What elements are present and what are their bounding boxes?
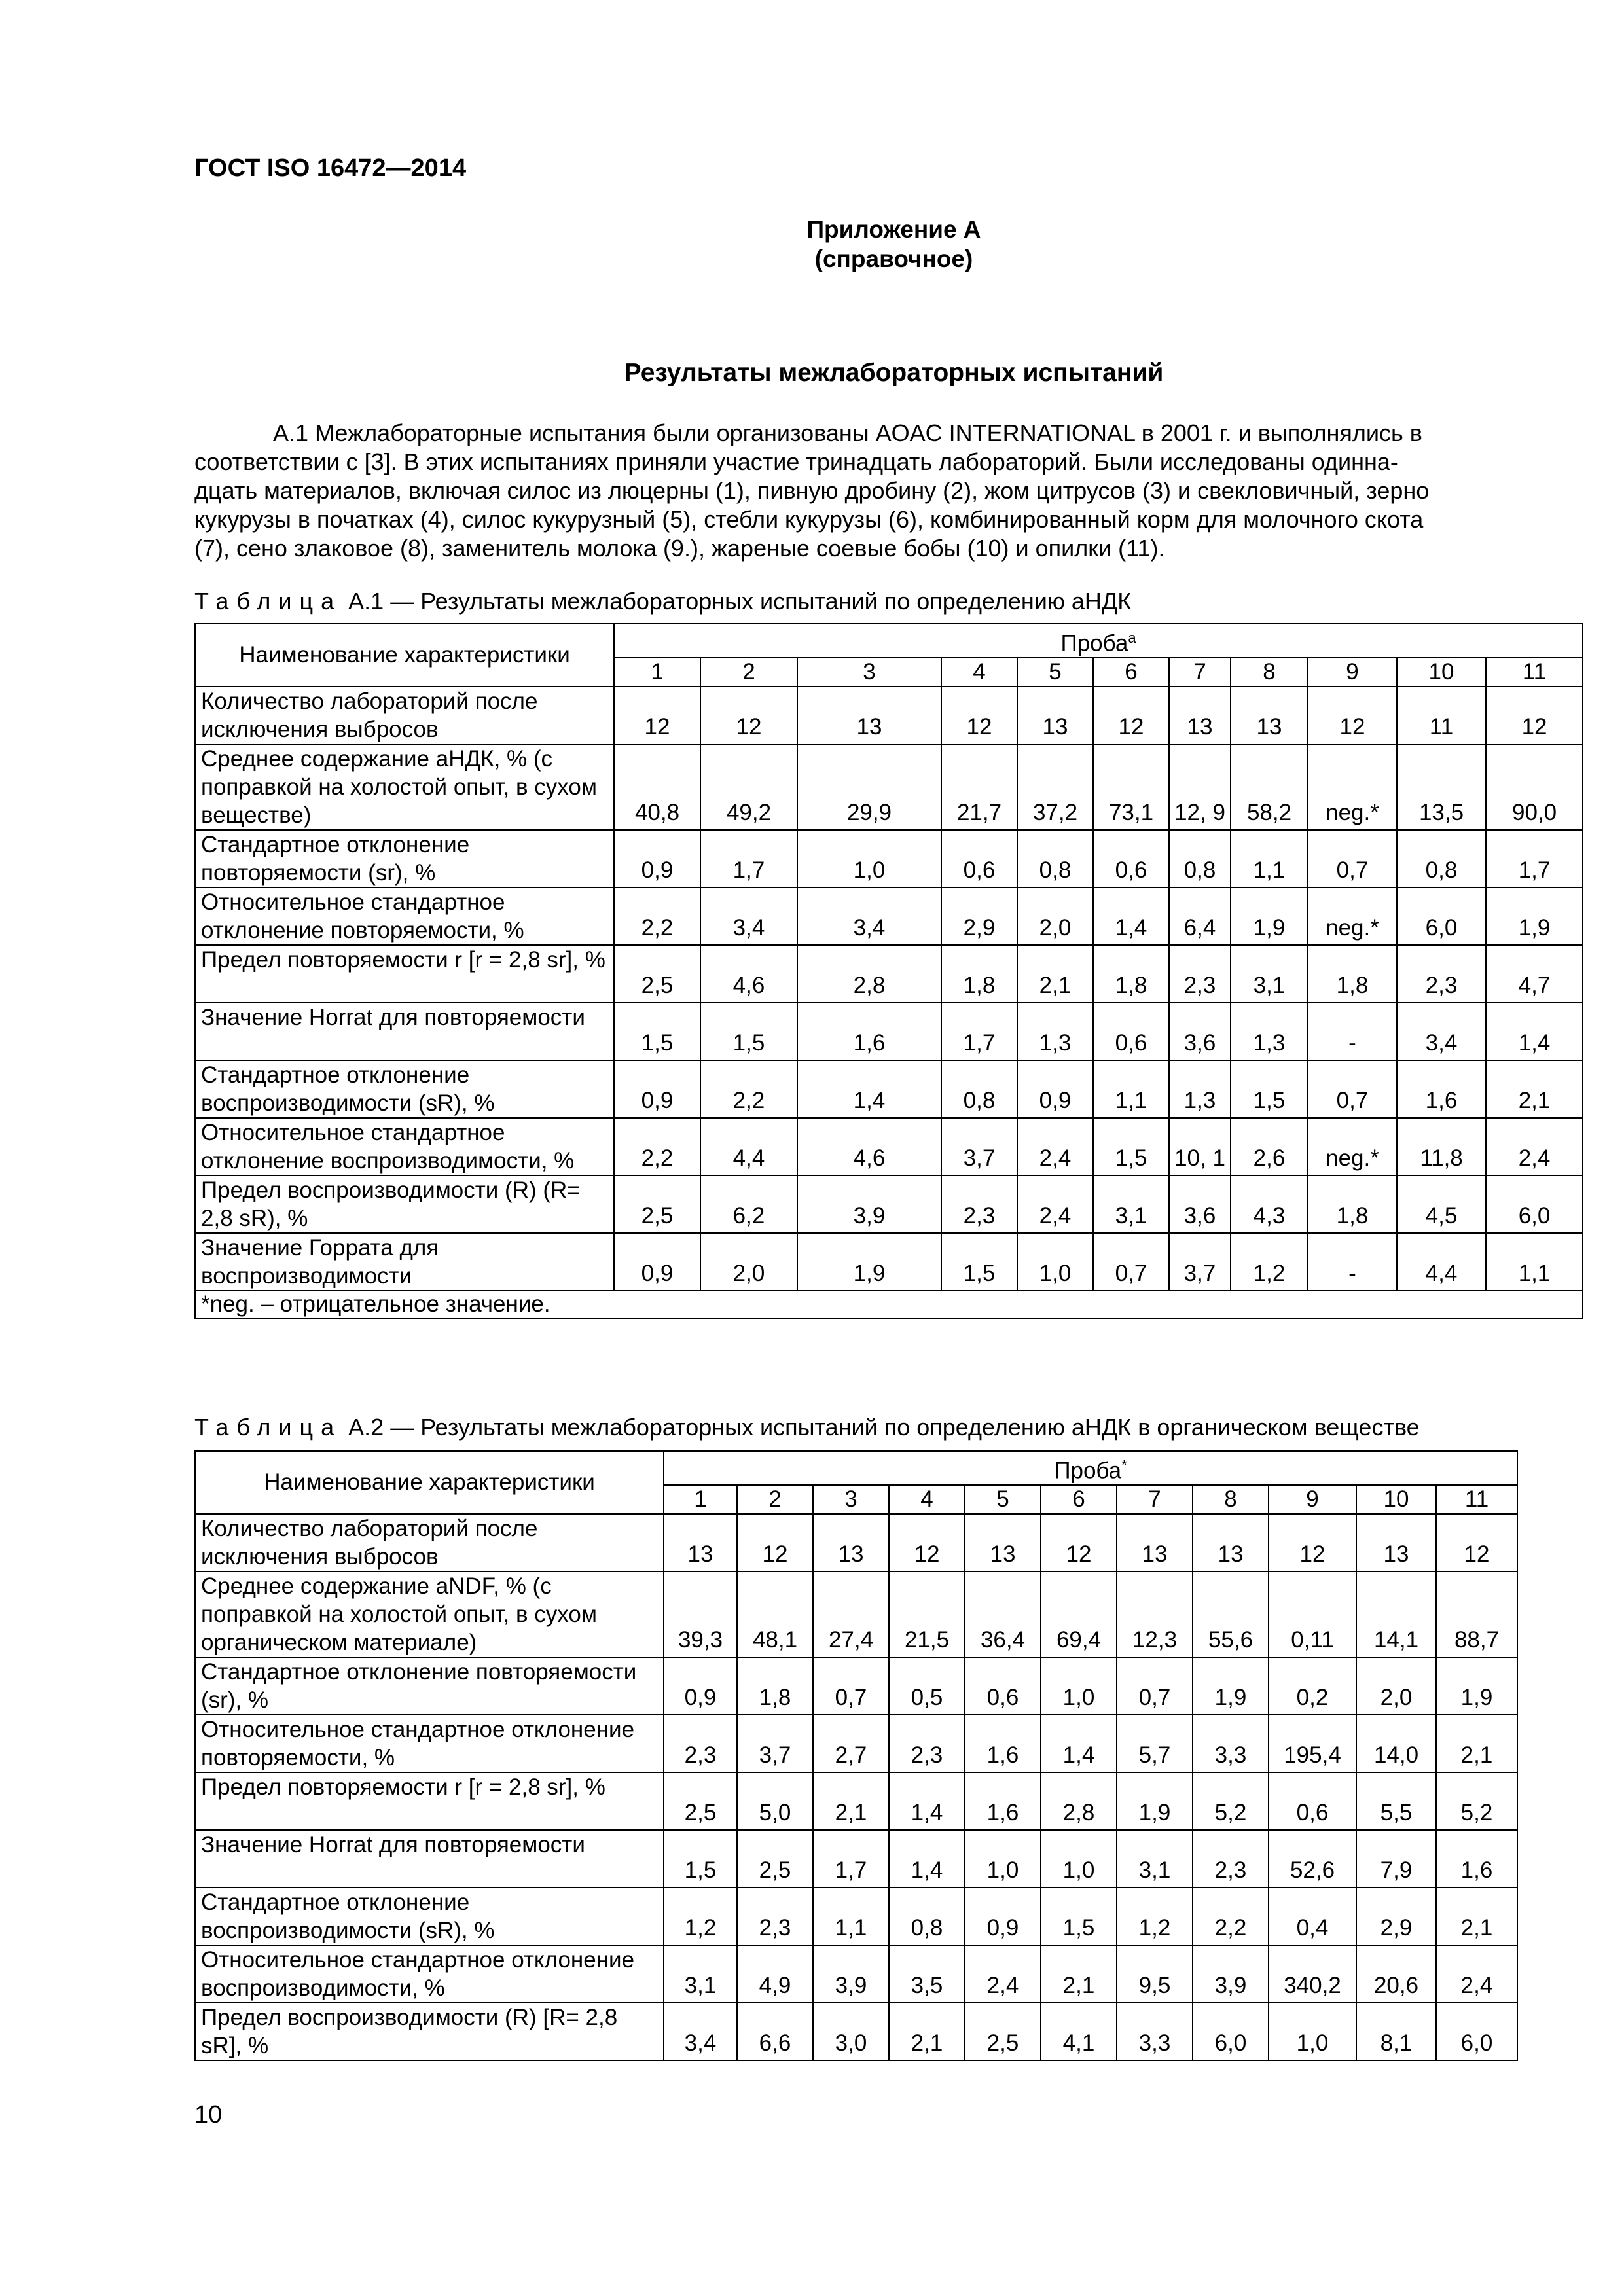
table-footnote: *neg. – отрицательное значение. <box>195 1291 1583 1318</box>
table-cell: 12 <box>1436 1514 1517 1571</box>
table-cell: 1,9 <box>797 1233 941 1291</box>
table-cell: 0,7 <box>1308 1060 1397 1118</box>
table-cell: 2,2 <box>614 888 700 945</box>
sample-column-header: 4 <box>889 1485 965 1514</box>
sample-column-header: 4 <box>941 658 1017 687</box>
sample-column-header: 7 <box>1117 1485 1193 1514</box>
table-row <box>195 1715 1517 1772</box>
table-cell: 3,7 <box>1169 1233 1231 1291</box>
table-cell: 48,1 <box>737 1571 813 1657</box>
table-cell: 4,3 <box>1231 1175 1308 1233</box>
table-row <box>195 1175 1583 1233</box>
table-cell: 2,2 <box>614 1118 700 1175</box>
table-cell: 4,4 <box>1397 1233 1486 1291</box>
table-cell: 7,9 <box>1356 1830 1436 1888</box>
table-cell: 21,5 <box>889 1571 965 1657</box>
table-cell: 0,6 <box>965 1657 1041 1715</box>
appendix-type: (справочное) <box>814 245 973 272</box>
table-cell: 49,2 <box>700 744 797 830</box>
table-cell: 12 <box>737 1514 813 1571</box>
table-cell: 0,8 <box>1169 830 1231 888</box>
table-cell: 1,6 <box>965 1772 1041 1830</box>
table-cell: 1,0 <box>1041 1830 1117 1888</box>
caption-text: А.2 — Результаты межлабораторных испытаний по определению аНДК в органическом веществе <box>342 1414 1420 1441</box>
sample-column-header: 8 <box>1231 658 1308 687</box>
table-cell: 3,1 <box>1093 1175 1169 1233</box>
table-cell: 1,7 <box>700 830 797 888</box>
table-cell: 4,5 <box>1397 1175 1486 1233</box>
table-cell: 5,5 <box>1356 1772 1436 1830</box>
table-cell: 1,8 <box>1308 945 1397 1003</box>
table-cell: 1,7 <box>1486 830 1583 888</box>
table-cell: 195,4 <box>1269 1715 1356 1772</box>
table-cell: 0,9 <box>1017 1060 1093 1118</box>
sample-column-header: 8 <box>1193 1485 1269 1514</box>
table-cell: 3,3 <box>1117 2003 1193 2060</box>
table-cell: 88,7 <box>1436 1571 1517 1657</box>
table-cell: 4,6 <box>797 1118 941 1175</box>
caption-prefix: Таблица <box>194 588 342 615</box>
table-cell: 3,4 <box>1397 1003 1486 1060</box>
table-cell: 6,6 <box>737 2003 813 2060</box>
table-cell: 13 <box>965 1514 1041 1571</box>
row-label: Относительное стандартное отклонение повторяемости, % <box>195 1715 664 1772</box>
row-label: Относительное стандартное отклонение повторяемости, % <box>195 888 614 945</box>
table-cell: 52,6 <box>1269 1830 1356 1888</box>
table-cell: 1,5 <box>1041 1888 1117 1945</box>
table-cell: 90,0 <box>1486 744 1583 830</box>
sample-column-header: 7 <box>1169 658 1231 687</box>
table-cell: 12, 9 <box>1169 744 1231 830</box>
table-cell: 6,4 <box>1169 888 1231 945</box>
table-cell: 9,5 <box>1117 1945 1193 2003</box>
table2 <box>194 1450 1518 2061</box>
table-cell: 21,7 <box>941 744 1017 830</box>
table2-caption <box>194 1414 1420 1441</box>
table-row <box>195 1945 1517 2003</box>
row-label: Количество лабораторий после исключения выбросов <box>195 687 614 744</box>
table-row <box>195 1830 1517 1888</box>
table-cell: 3,5 <box>889 1945 965 2003</box>
table-cell: 0,8 <box>1017 830 1093 888</box>
paragraph-line: (7), сено злаковое (8), заменитель молока (9.), жареные соевые бобы (10) и опилки (11). <box>194 535 1165 562</box>
table-cell: 0,7 <box>1117 1657 1193 1715</box>
table-cell: 2,1 <box>1486 1060 1583 1118</box>
table-cell: 5,0 <box>737 1772 813 1830</box>
table-cell: 5,7 <box>1117 1715 1193 1772</box>
table-cell: 1,5 <box>664 1830 737 1888</box>
sample-column-header: 6 <box>1093 658 1169 687</box>
table-cell: 0,9 <box>965 1888 1041 1945</box>
table-cell: 1,5 <box>700 1003 797 1060</box>
table-cell: 13 <box>797 687 941 744</box>
row-label: Стандартное отклонение повторяемости (sr), % <box>195 1657 664 1715</box>
table-cell: 6,0 <box>1486 1175 1583 1233</box>
table-cell: 12 <box>941 687 1017 744</box>
table-cell: 2,5 <box>664 1772 737 1830</box>
table-cell: 2,3 <box>1193 1830 1269 1888</box>
table-cell: 2,5 <box>737 1830 813 1888</box>
table-cell: 1,3 <box>1169 1060 1231 1118</box>
table-cell: 2,3 <box>1169 945 1231 1003</box>
table-cell: 1,9 <box>1117 1772 1193 1830</box>
table-cell: 1,8 <box>1093 945 1169 1003</box>
table-cell: 5,2 <box>1193 1772 1269 1830</box>
table-cell: 3,3 <box>1193 1715 1269 1772</box>
table-row <box>195 888 1583 945</box>
row-label: Стандартное отклонение воспроизводимости (sR), % <box>195 1060 614 1118</box>
page-number: 10 <box>194 2101 223 2128</box>
table-cell: 1,1 <box>1231 830 1308 888</box>
table-row <box>195 1233 1583 1291</box>
table-cell: 3,1 <box>1117 1830 1193 1888</box>
row-label: Предел повторяемости r [r = 2,8 sr], % <box>195 945 614 1003</box>
section-title: Результаты межлабораторных испытаний <box>624 359 1164 387</box>
row-label: Значение Horrat для повторяемости <box>195 1003 614 1060</box>
table-cell: 2,4 <box>965 1945 1041 2003</box>
table-cell: 1,1 <box>813 1888 889 1945</box>
table-cell: 3,4 <box>797 888 941 945</box>
table-row <box>195 1657 1517 1715</box>
table-cell: 13,5 <box>1397 744 1486 830</box>
table1-caption <box>194 588 1131 615</box>
table-cell: 69,4 <box>1041 1571 1117 1657</box>
table-cell: 3,1 <box>1231 945 1308 1003</box>
table-cell: 13 <box>1193 1514 1269 1571</box>
table-cell: 1,7 <box>813 1830 889 1888</box>
table-cell: 1,9 <box>1193 1657 1269 1715</box>
table-cell: 12 <box>1308 687 1397 744</box>
table-cell: 1,5 <box>1093 1118 1169 1175</box>
sample-column-header: 6 <box>1041 1485 1117 1514</box>
table-cell: 5,2 <box>1436 1772 1517 1830</box>
table-cell: 1,4 <box>1041 1715 1117 1772</box>
table-cell: 12 <box>1041 1514 1117 1571</box>
sample-column-header: 2 <box>700 658 797 687</box>
table-cell: 13 <box>664 1514 737 1571</box>
table-cell: 2,8 <box>1041 1772 1117 1830</box>
table-cell: 6,0 <box>1397 888 1486 945</box>
sample-column-header: 1 <box>664 1485 737 1514</box>
table-cell: 1,2 <box>1117 1888 1193 1945</box>
table-cell: 3,6 <box>1169 1003 1231 1060</box>
table-cell: 1,2 <box>1231 1233 1308 1291</box>
table-cell: 2,3 <box>941 1175 1017 1233</box>
sample-column-header: 9 <box>1269 1485 1356 1514</box>
sample-column-header: 10 <box>1397 658 1486 687</box>
table-cell: 27,4 <box>813 1571 889 1657</box>
caption-prefix: Таблица <box>194 1414 342 1441</box>
appendix-label: Приложение А <box>806 216 981 243</box>
table-cell: 2,3 <box>889 1715 965 1772</box>
table-cell: 2,2 <box>1193 1888 1269 1945</box>
table-cell: 3,1 <box>664 1945 737 2003</box>
table-cell: 4,7 <box>1486 945 1583 1003</box>
table-cell: 2,7 <box>813 1715 889 1772</box>
table-cell: 2,4 <box>1486 1118 1583 1175</box>
table-cell: 1,8 <box>1308 1175 1397 1233</box>
table-cell: 2,0 <box>1356 1657 1436 1715</box>
table-cell: 11,8 <box>1397 1118 1486 1175</box>
sample-column-header: 5 <box>965 1485 1041 1514</box>
table-cell: 13 <box>1117 1514 1193 1571</box>
table-cell: 2,8 <box>797 945 941 1003</box>
row-label: Значение Horrat для повторяемости <box>195 1830 664 1888</box>
paragraph-line: А.1 Межлабораторные испытания были организованы AOAC INTERNATIONAL в 2001 г. и выполнялись в <box>273 420 1422 446</box>
table-cell: 12 <box>614 687 700 744</box>
table-row <box>195 1888 1517 1945</box>
table-cell: 1,4 <box>1486 1003 1583 1060</box>
table-cell: 0,6 <box>941 830 1017 888</box>
table-cell: 1,6 <box>1436 1830 1517 1888</box>
row-label: Стандартное отклонение воспроизводимости (sR), % <box>195 1888 664 1945</box>
table-cell: 2,1 <box>1436 1888 1517 1945</box>
table-cell: 0,9 <box>614 1060 700 1118</box>
row-label: Среднее содержание aNDF, % (с поправкой на холостой опыт, в сухом органическом материале) <box>195 1571 664 1657</box>
table-cell: 0,8 <box>941 1060 1017 1118</box>
table-cell: 4,1 <box>1041 2003 1117 2060</box>
table-cell: 1,1 <box>1093 1060 1169 1118</box>
table-cell: 29,9 <box>797 744 941 830</box>
table-cell: 1,0 <box>1269 2003 1356 2060</box>
table2-name-header: Наименование характеристики <box>195 1451 664 1514</box>
table-cell: 12 <box>889 1514 965 1571</box>
sample-column-header: 5 <box>1017 658 1093 687</box>
table-row <box>195 1514 1517 1571</box>
table-cell: 39,3 <box>664 1571 737 1657</box>
table-cell: 1,0 <box>1017 1233 1093 1291</box>
table-cell: 3,9 <box>797 1175 941 1233</box>
row-label: Стандартное отклонение повторяемости (sr), % <box>195 830 614 888</box>
table-cell: 0,9 <box>614 830 700 888</box>
table-row <box>195 1060 1583 1118</box>
table-row <box>195 1772 1517 1830</box>
table-cell: 1,2 <box>664 1888 737 1945</box>
table-row <box>195 744 1583 830</box>
table-cell: 2,5 <box>965 2003 1041 2060</box>
table-cell: 2,1 <box>813 1772 889 1830</box>
table-cell: 4,9 <box>737 1945 813 2003</box>
table-cell: 1,3 <box>1231 1003 1308 1060</box>
table-cell: 6,0 <box>1193 2003 1269 2060</box>
table-cell: 14,1 <box>1356 1571 1436 1657</box>
row-label: Предел воспроизводимости (R) (R= 2,8 sR), % <box>195 1175 614 1233</box>
sample-column-header: 11 <box>1486 658 1583 687</box>
table-cell: 2,4 <box>1017 1175 1093 1233</box>
table-cell: 2,5 <box>614 945 700 1003</box>
table-cell: 12 <box>1269 1514 1356 1571</box>
table-cell: 1,6 <box>797 1003 941 1060</box>
table-cell: 55,6 <box>1193 1571 1269 1657</box>
row-label: Относительное стандартное отклонение воспроизводимости, % <box>195 1945 664 2003</box>
table-cell: 1,4 <box>889 1772 965 1830</box>
table-cell: 13 <box>1356 1514 1436 1571</box>
table-row <box>195 2003 1517 2060</box>
table-cell: 1,5 <box>1231 1060 1308 1118</box>
table-row <box>195 1003 1583 1060</box>
table1-name-header: Наименование характеристики <box>195 624 614 687</box>
table-cell: 4,6 <box>700 945 797 1003</box>
table-cell: 0,6 <box>1269 1772 1356 1830</box>
table-cell: 0,4 <box>1269 1888 1356 1945</box>
table-row <box>195 945 1583 1003</box>
table-cell: 2,3 <box>1397 945 1486 1003</box>
table-cell: 1,6 <box>1397 1060 1486 1118</box>
row-label: Среднее содержание аНДК, % (с поправкой на холостой опыт, в сухом веществе) <box>195 744 614 830</box>
table-cell: 2,1 <box>1017 945 1093 1003</box>
document-id: ГОСТ ISO 16472—2014 <box>194 154 467 182</box>
table-cell: 3,4 <box>664 2003 737 2060</box>
table-cell: 1,7 <box>941 1003 1017 1060</box>
table-cell: 3,7 <box>941 1118 1017 1175</box>
table-cell: neg.* <box>1308 1118 1397 1175</box>
sample-column-header: 9 <box>1308 658 1397 687</box>
table-cell: 2,3 <box>737 1888 813 1945</box>
caption-text: А.1 — Результаты межлабораторных испытаний по определению аНДК <box>342 588 1132 615</box>
table-cell: 4,4 <box>700 1118 797 1175</box>
table-cell: 1,4 <box>889 1830 965 1888</box>
table-cell: 1,0 <box>965 1830 1041 1888</box>
paragraph-line: кукурузы в початках (4), силос кукурузный (5), стебли кукурузы (6), комбинированный корм для молочного скота <box>194 506 1424 533</box>
table-cell: 12 <box>1486 687 1583 744</box>
paragraph-line: дцать материалов, включая силос из люцерны (1), пивную дробину (2), жом цитрусов (3) и свекловичный, зерно <box>194 477 1430 504</box>
table-cell: 13 <box>1169 687 1231 744</box>
table-cell: 1,8 <box>941 945 1017 1003</box>
table-cell: 58,2 <box>1231 744 1308 830</box>
table-cell: 0,2 <box>1269 1657 1356 1715</box>
table-cell: neg.* <box>1308 888 1397 945</box>
table-cell: 14,0 <box>1356 1715 1436 1772</box>
table-cell: 340,2 <box>1269 1945 1356 2003</box>
table1 <box>194 623 1583 1319</box>
table-row <box>195 1118 1583 1175</box>
table-cell: 2,1 <box>889 2003 965 2060</box>
row-label: Значение Горрата для воспроизводимости <box>195 1233 614 1291</box>
table-cell: 0,9 <box>664 1657 737 1715</box>
table-cell: 10, 1 <box>1169 1118 1231 1175</box>
sample-column-header: 10 <box>1356 1485 1436 1514</box>
table-cell: 3,9 <box>813 1945 889 2003</box>
table-cell: 2,4 <box>1017 1118 1093 1175</box>
table1-sample-header: Проба$^a$ <box>614 624 1583 658</box>
table-row <box>195 1571 1517 1657</box>
table-cell: 2,9 <box>941 888 1017 945</box>
table-cell: 0,5 <box>889 1657 965 1715</box>
table-cell: 2,0 <box>700 1233 797 1291</box>
table-cell: 13 <box>1017 687 1093 744</box>
table-row <box>195 687 1583 744</box>
row-label: Относительное стандартное отклонение воспроизводимости, % <box>195 1118 614 1175</box>
table-cell: 1,1 <box>1486 1233 1583 1291</box>
table-cell: 3,4 <box>700 888 797 945</box>
row-label: Предел повторяемости r [r = 2,8 sr], % <box>195 1772 664 1830</box>
table-cell: 3,9 <box>1193 1945 1269 2003</box>
table-cell: - <box>1308 1003 1397 1060</box>
table-cell: 37,2 <box>1017 744 1093 830</box>
table-cell: 1,9 <box>1486 888 1583 945</box>
table-cell: 0,11 <box>1269 1571 1356 1657</box>
table-cell: 73,1 <box>1093 744 1169 830</box>
table-cell: 0,9 <box>614 1233 700 1291</box>
table-cell: 0,8 <box>889 1888 965 1945</box>
table-cell: 0,7 <box>1093 1233 1169 1291</box>
intro-paragraph <box>194 419 1513 563</box>
table-cell: 0,7 <box>1308 830 1397 888</box>
table-row <box>195 830 1583 888</box>
table-cell: 1,3 <box>1017 1003 1093 1060</box>
table-cell: 1,9 <box>1436 1657 1517 1715</box>
table-cell: 0,7 <box>813 1657 889 1715</box>
sample-column-header: 3 <box>813 1485 889 1514</box>
table-cell: 13 <box>1231 687 1308 744</box>
table-cell: 20,6 <box>1356 1945 1436 2003</box>
table-cell: 2,5 <box>614 1175 700 1233</box>
table-cell: 1,9 <box>1231 888 1308 945</box>
table-cell: 6,2 <box>700 1175 797 1233</box>
table-cell: 1,5 <box>941 1233 1017 1291</box>
table-cell: 6,0 <box>1436 2003 1517 2060</box>
table-cell: 1,0 <box>1041 1657 1117 1715</box>
sample-column-header: 2 <box>737 1485 813 1514</box>
table-cell: 12,3 <box>1117 1571 1193 1657</box>
table-cell: - <box>1308 1233 1397 1291</box>
table-cell: 1,8 <box>737 1657 813 1715</box>
sample-column-header: 11 <box>1436 1485 1517 1514</box>
sample-column-header: 1 <box>614 658 700 687</box>
table-cell: 1,4 <box>797 1060 941 1118</box>
table-cell: 2,3 <box>664 1715 737 1772</box>
table-cell: neg.* <box>1308 744 1397 830</box>
table-cell: 0,6 <box>1093 1003 1169 1060</box>
table-cell: 1,5 <box>614 1003 700 1060</box>
table-cell: 11 <box>1397 687 1486 744</box>
table-cell: 12 <box>1093 687 1169 744</box>
table-cell: 1,6 <box>965 1715 1041 1772</box>
table-cell: 0,6 <box>1093 830 1169 888</box>
table-cell: 12 <box>700 687 797 744</box>
table-cell: 2,0 <box>1017 888 1093 945</box>
paragraph-line: соответствии с [3]. В этих испытаниях приняли участие тринадцать лабораторий. Были исследованы одинна- <box>194 448 1398 475</box>
table-cell: 13 <box>813 1514 889 1571</box>
table-cell: 2,4 <box>1436 1945 1517 2003</box>
table-cell: 2,1 <box>1436 1715 1517 1772</box>
table-cell: 2,6 <box>1231 1118 1308 1175</box>
table-cell: 1,4 <box>1093 888 1169 945</box>
table-cell: 3,6 <box>1169 1175 1231 1233</box>
row-label: Предел воспроизводимости (R) [R= 2,8 sR], % <box>195 2003 664 2060</box>
table-cell: 40,8 <box>614 744 700 830</box>
table-cell: 2,2 <box>700 1060 797 1118</box>
table-cell: 1,0 <box>797 830 941 888</box>
table-cell: 0,8 <box>1397 830 1486 888</box>
table-cell: 36,4 <box>965 1571 1041 1657</box>
table-cell: 3,0 <box>813 2003 889 2060</box>
table-cell: 3,7 <box>737 1715 813 1772</box>
table-cell: 8,1 <box>1356 2003 1436 2060</box>
table2-sample-header: Проба* <box>664 1451 1517 1485</box>
row-label: Количество лабораторий после исключения выбросов <box>195 1514 664 1571</box>
table-cell: 2,1 <box>1041 1945 1117 2003</box>
table-cell: 2,9 <box>1356 1888 1436 1945</box>
sample-column-header: 3 <box>797 658 941 687</box>
